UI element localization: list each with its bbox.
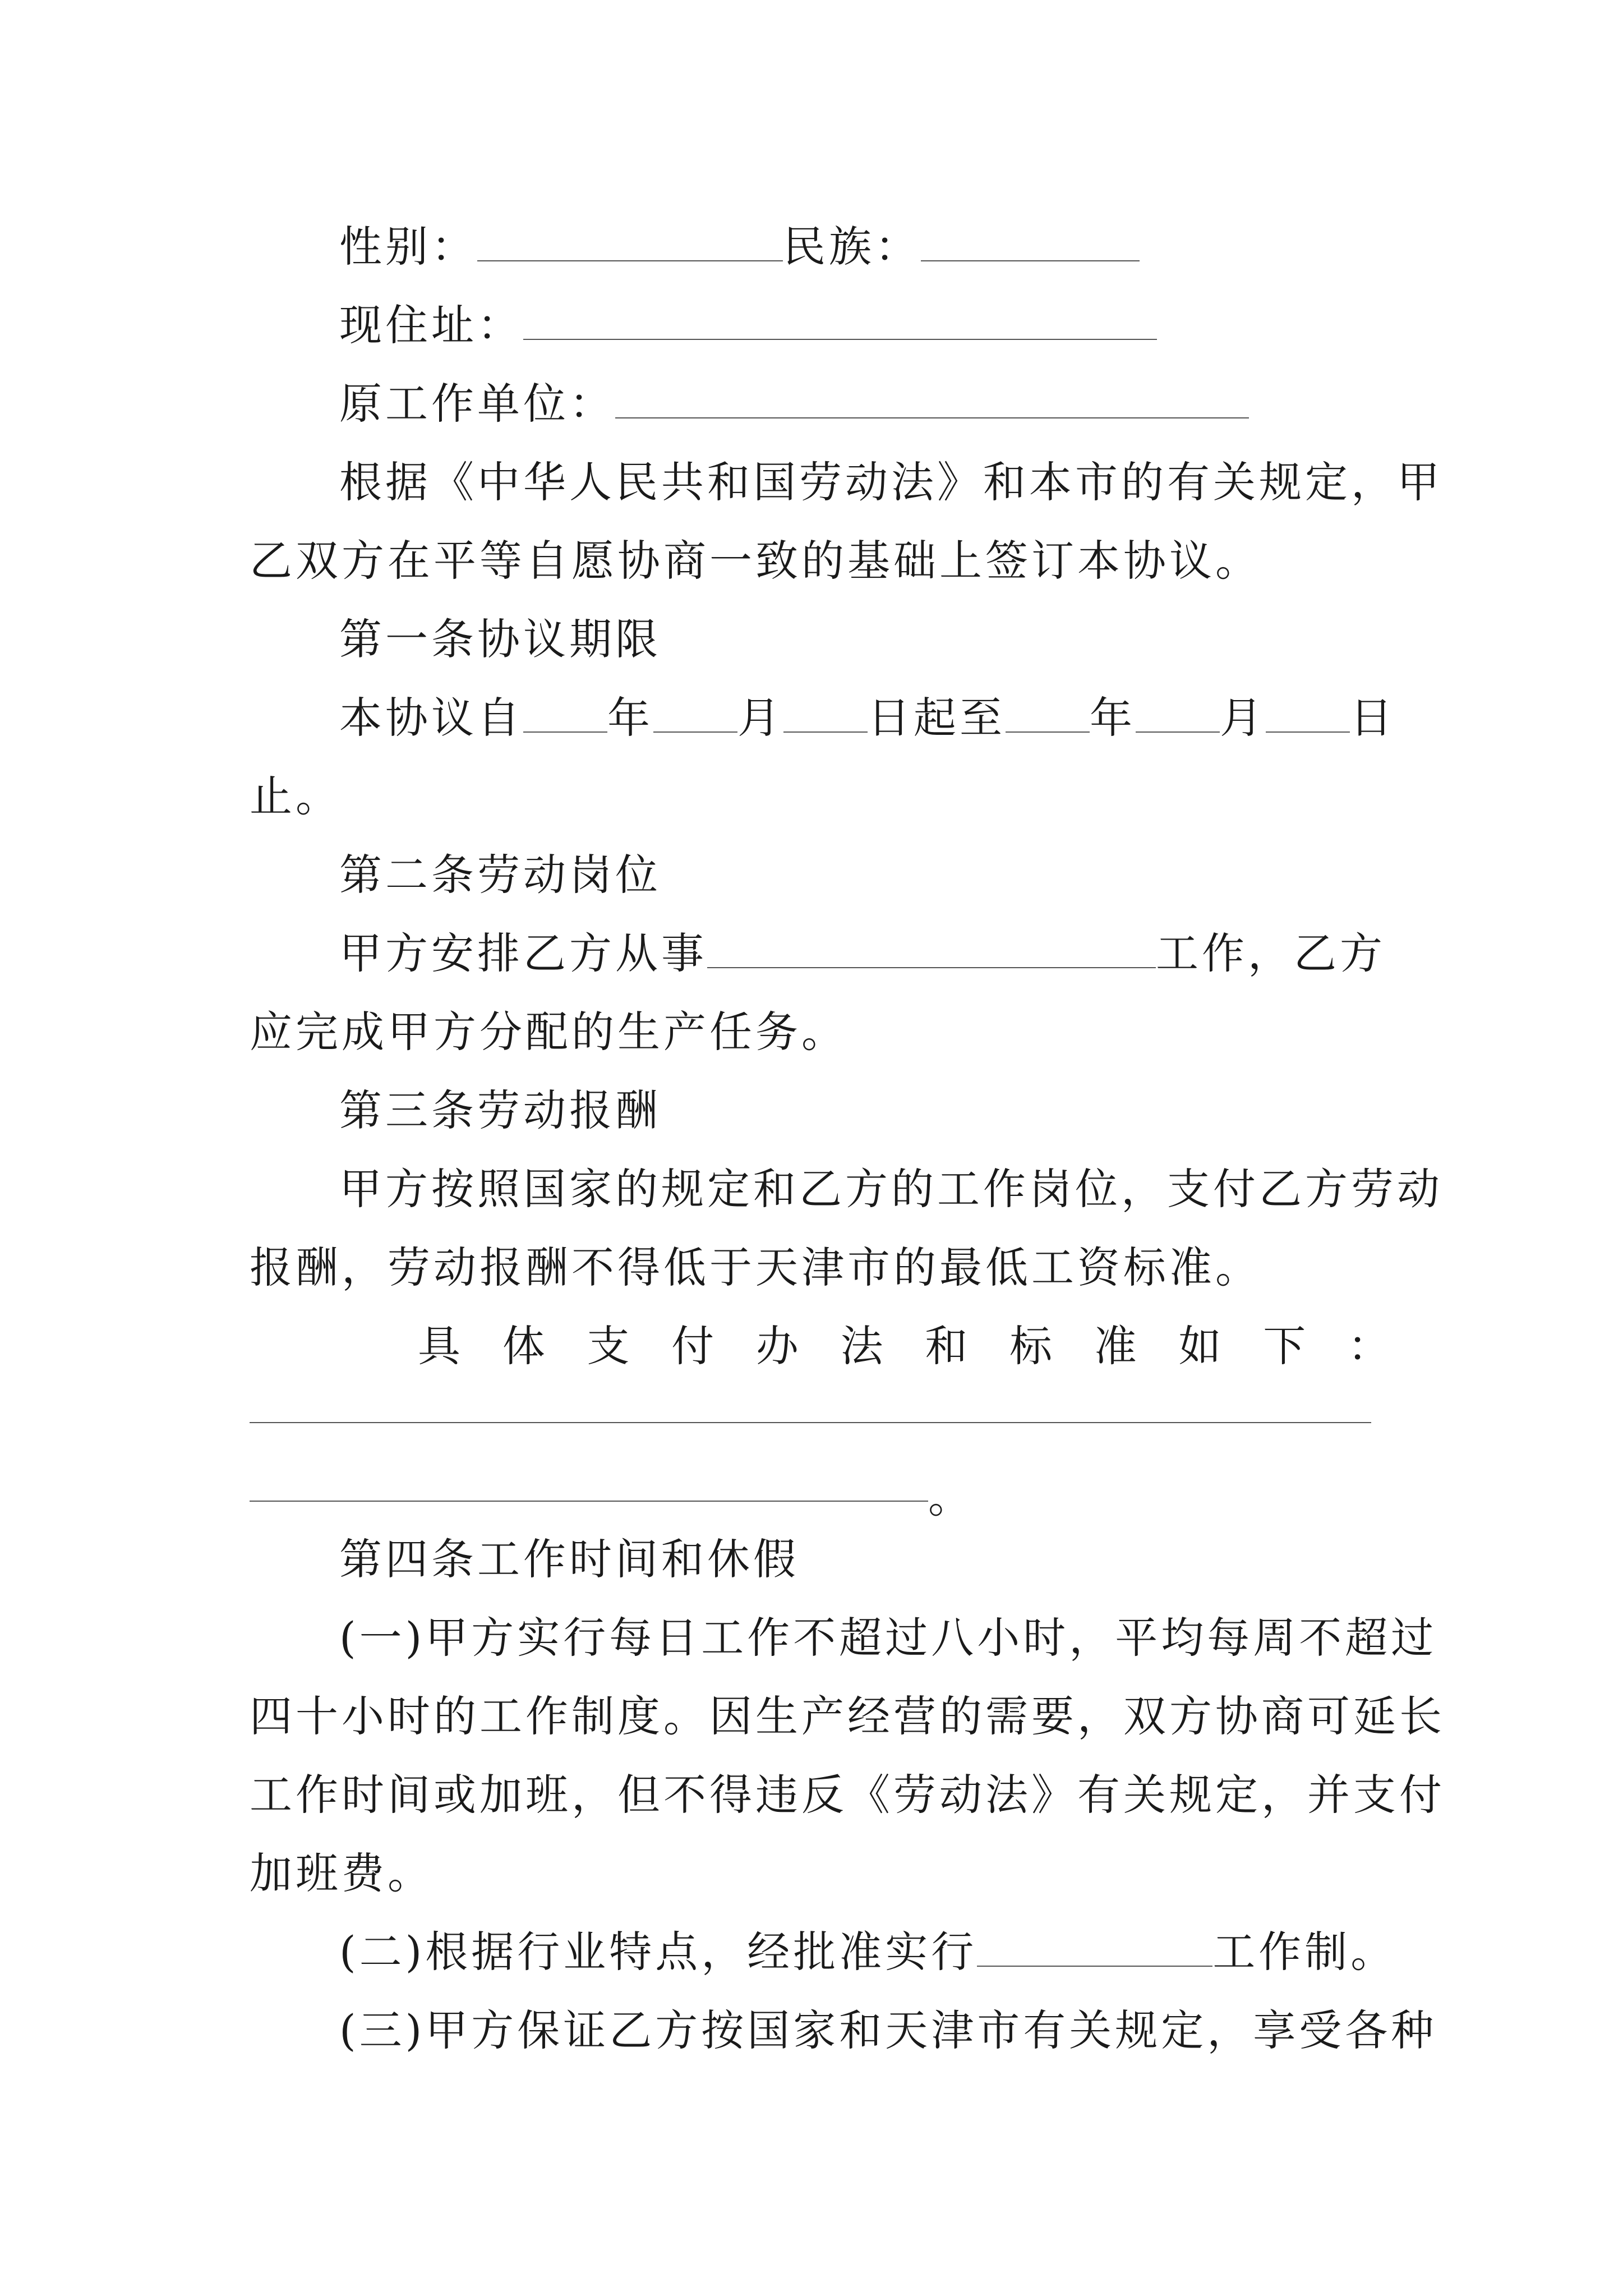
ethnicity-label: 民族：: [783, 222, 921, 272]
article1-seg6: 月: [1220, 693, 1266, 743]
end-day-blank: [1266, 692, 1350, 733]
address-label: 现住址：: [339, 300, 523, 350]
gender-blank: [477, 221, 783, 261]
article3-line-1: 甲方按照国家的规定和乙方的工作岗位，支付乙方劳动: [339, 1164, 1443, 1214]
gender-ethnicity-line: [250, 208, 1394, 286]
article4-p3-line-1: (三)甲方保证乙方按国家和天津市有关规定，享受各种: [339, 2005, 1437, 2055]
article2-position-line: [250, 914, 1394, 993]
article1-term-line: [250, 679, 1394, 757]
article4-p2-seg2: 工作制。: [1212, 1927, 1397, 1977]
article1-seg7: 日: [1350, 693, 1396, 743]
article1-seg5: 年: [1090, 693, 1136, 743]
article1-seg3: 月: [737, 693, 783, 743]
start-year-blank: [523, 692, 607, 733]
article3-end-mark: 。: [928, 1473, 974, 1522]
article1-seg2: 年: [607, 693, 653, 743]
article2-title: 第二条劳动岗位: [339, 850, 661, 900]
address-blank: [523, 300, 1157, 340]
article3-line-2: 报酬，劳动报酬不得低于天津市的最低工资标准。: [250, 1243, 1261, 1292]
former-employer-label: 原工作单位：: [339, 379, 615, 429]
article4-p1-line-1: (一)甲方实行每日工作不超过八小时，平均每周不超过: [339, 1613, 1437, 1663]
end-year-blank: [1006, 692, 1090, 733]
article4-title: 第四条工作时间和休假: [339, 1534, 799, 1584]
address-line: [250, 286, 1394, 365]
article2-seg1: 甲方安排乙方从事: [339, 928, 707, 978]
article4-p1-line-2: 四十小时的工作制度。因生产经营的需要，双方协商可延长: [250, 1691, 1445, 1741]
former-employer-line: [250, 365, 1394, 443]
start-month-blank: [653, 692, 737, 733]
article4-p2-line: [250, 1913, 1397, 1991]
article2-seg2: 工作，乙方: [1156, 928, 1386, 978]
payment-method-blank-1: [250, 1422, 1371, 1423]
article3-title: 第三条劳动报酬: [339, 1085, 661, 1135]
article4-p1-line-4: 加班费。: [250, 1848, 434, 1898]
article1-seg1: 本协议自: [339, 693, 523, 743]
article4-p1-line-3: 工作时间或加班，但不得违反《劳动法》有关规定，并支付: [250, 1770, 1445, 1820]
article1-line-2: 止。: [250, 771, 342, 821]
gender-label: 性别：: [339, 222, 477, 272]
preamble-line-1: 根据《中华人民共和国劳动法》和本市的有关规定，甲: [339, 457, 1443, 507]
article2-line-2: 应完成甲方分配的生产任务。: [250, 1007, 847, 1057]
former-employer-blank: [615, 378, 1249, 418]
article1-seg4: 日起至: [868, 693, 1006, 743]
payment-method-blank-2: [250, 1501, 928, 1502]
ethnicity-blank: [921, 221, 1140, 261]
work-system-blank: [977, 1926, 1212, 1967]
article1-title: 第一条协议期限: [339, 614, 661, 664]
article3-line-3: 具体支付办法和标准如下：: [418, 1321, 1394, 1371]
position-blank: [707, 928, 1156, 968]
start-day-blank: [783, 692, 868, 733]
preamble-line-2: 乙双方在平等自愿协商一致的基础上签订本协议。: [250, 536, 1261, 586]
end-month-blank: [1136, 692, 1220, 733]
article4-p2-seg1: (二)根据行业特点，经批准实行: [339, 1927, 978, 1977]
